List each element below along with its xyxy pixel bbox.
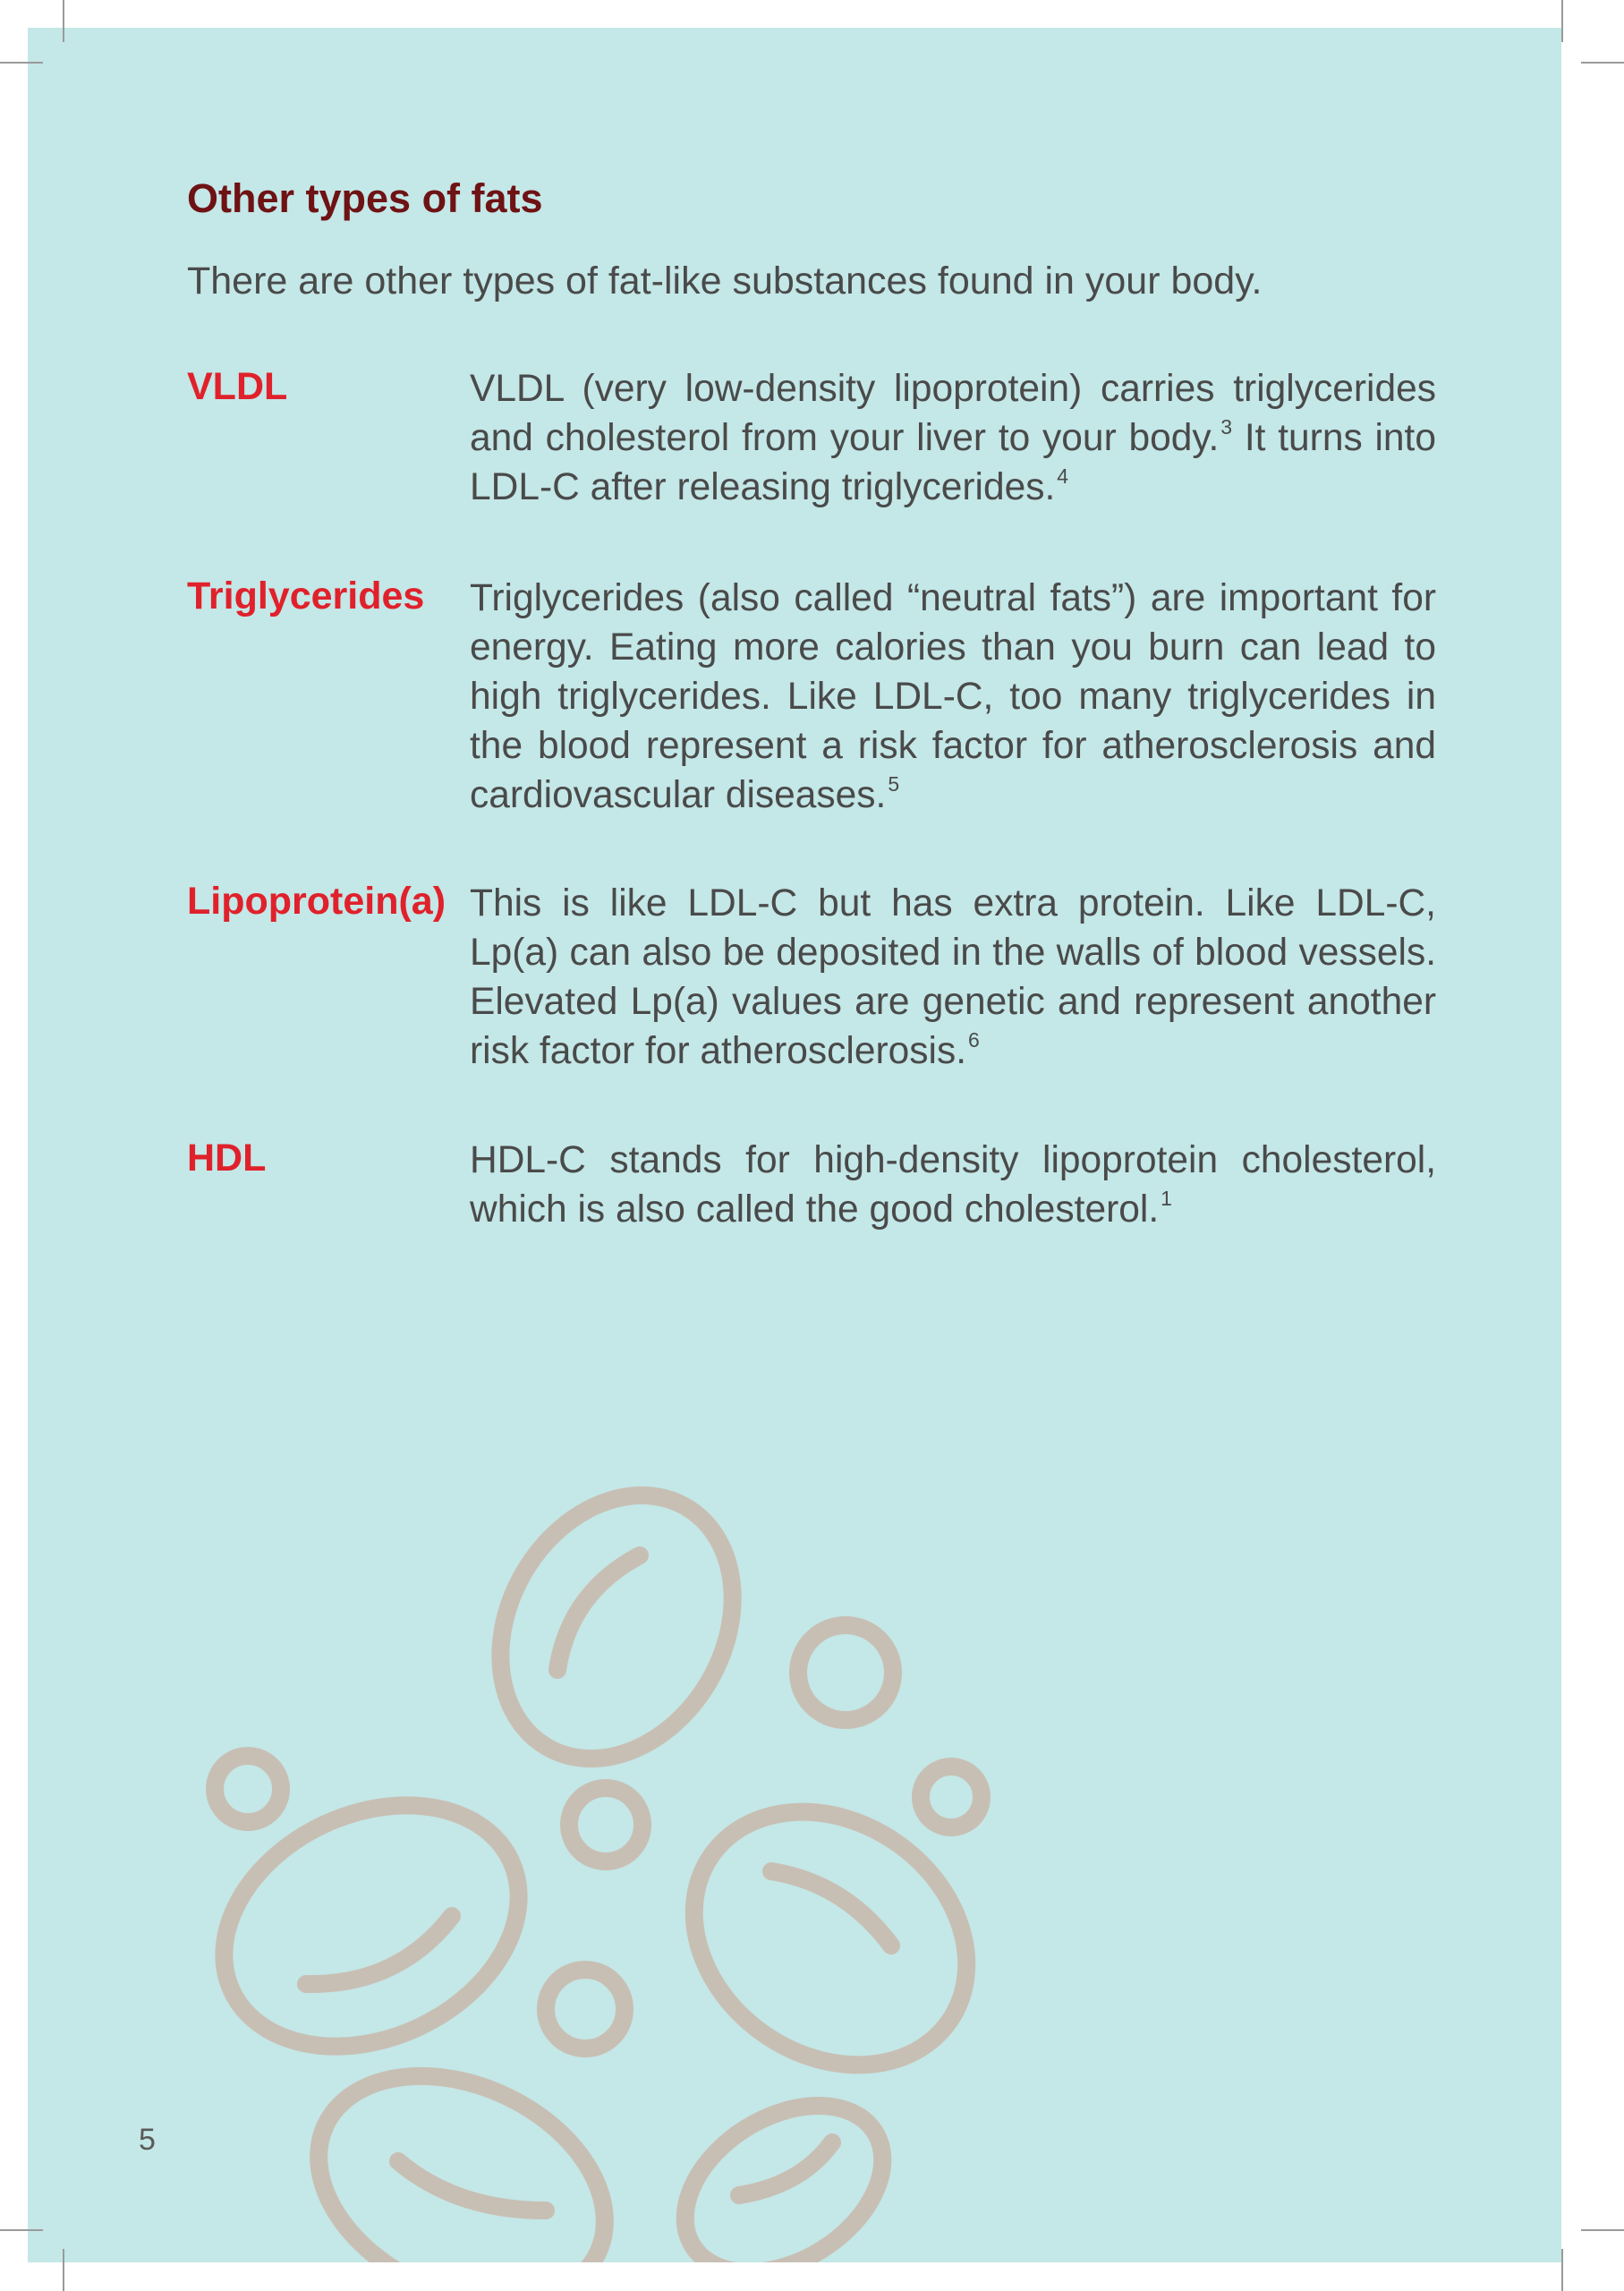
footnote-ref: 6 — [968, 1028, 980, 1052]
oval-cell-highlight — [771, 1871, 891, 1946]
oval-cell-icon — [645, 1760, 1016, 2117]
oval-cell-icon — [184, 1759, 557, 2092]
definition-text: HDL-C stands for high-density lipoprotein cholesterol, which is also called the good cholesterol. — [470, 1139, 1436, 1231]
ring-cell-icon — [569, 1788, 642, 1861]
crop-mark — [1561, 0, 1563, 42]
crop-mark — [1561, 2249, 1563, 2291]
oval-cell-highlight — [557, 1555, 640, 1670]
crop-mark — [1581, 2229, 1624, 2231]
ring-cell-icon — [921, 1767, 982, 1827]
oval-cell-highlight — [739, 2142, 832, 2195]
oval-cell-highlight — [306, 1916, 452, 1984]
definition-text: VLDL (very low-density lipoprotein) carries triglycerides and cholesterol from your liver to your body. — [470, 368, 1436, 459]
section-heading: Other types of fats — [187, 175, 543, 221]
intro-paragraph: There are other types of fat-like substances found in your body. — [187, 260, 1263, 302]
footnote-ref: 3 — [1220, 415, 1233, 439]
footnote-ref: 4 — [1057, 464, 1069, 488]
definition-text: Triglycerides (also called “neutral fats”) are important for energy. Eating more calories than you burn can lead to high triglycerides. Like LDL-C, too many triglycerides in the blood represent a risk factor for atherosclerosis and cardiovascular diseases. — [470, 577, 1436, 816]
page-number: 5 — [139, 2123, 156, 2157]
footnote-ref: 5 — [888, 772, 900, 796]
term-triglycerides: Triglycerides — [187, 575, 425, 617]
capsule-cell-inner — [311, 1578, 407, 1679]
crop-mark — [1581, 62, 1624, 64]
ring-cell-icon — [215, 1756, 281, 1822]
oval-cell-icon — [655, 2072, 913, 2262]
oval-cell-icon — [282, 2032, 642, 2262]
blood-cells-illustration — [28, 28, 1561, 2262]
oval-cell-icon — [455, 1453, 779, 1801]
footnote-ref: 1 — [1161, 1187, 1172, 1210]
definition-text: It turns into LDL-C after releasing triglycerides. — [470, 417, 1436, 508]
ring-cell-icon — [546, 1970, 625, 2048]
definition-text: This is like LDL-C but has extra protein. Like LDL-C, Lp(a) can also be deposited in the walls of blood vessels. Elevated Lp(a) values are genetic and represent another risk factor for atherosclerosis. — [470, 882, 1436, 1072]
oval-cell-highlight — [398, 2161, 546, 2210]
ring-cell-icon — [798, 1625, 893, 1720]
term-lipoprotein-a: Lipoprotein(a) — [187, 880, 446, 923]
term-vldl: VLDL — [187, 365, 288, 408]
term-hdl: HDL — [187, 1137, 267, 1180]
